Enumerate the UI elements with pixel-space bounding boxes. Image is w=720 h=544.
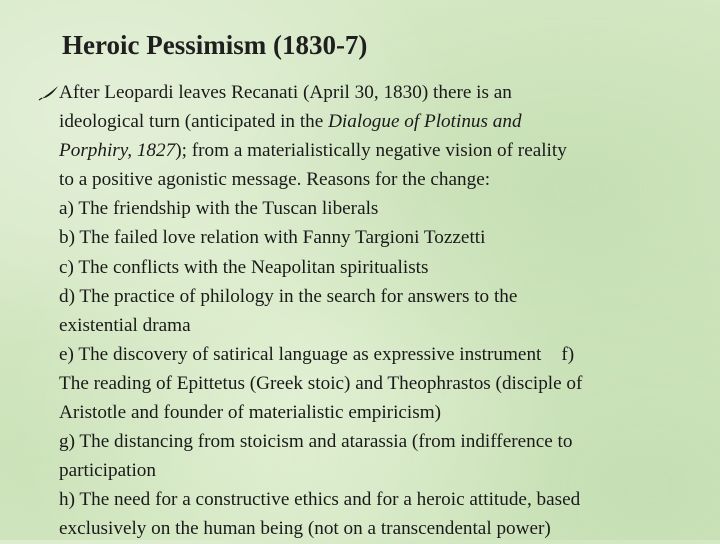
- reason-item: a) The friendship with the Tuscan liberals: [59, 198, 379, 220]
- text-segment: ideological turn (anticipated in the: [59, 111, 329, 133]
- text-line: to a positive agonistic message. Reasons for the change:: [59, 169, 491, 191]
- reason-item-continued: exclusively on the human being (not on a transcendental power): [59, 518, 551, 540]
- reason-item: [59, 340, 719, 369]
- text-segment: f): [561, 343, 575, 365]
- text-line: [59, 136, 719, 165]
- bullet-paragraph: [59, 78, 719, 544]
- text-line: [59, 107, 719, 136]
- reason-item-continued: existential drama: [59, 314, 191, 336]
- work-title-italic: Porphiry, 1827: [59, 140, 176, 162]
- text-segment: ); from a materialistically negative vision of reality: [175, 140, 567, 162]
- slide-title: Heroic Pessimism (1830-7): [62, 30, 368, 60]
- reason-item-continued: The reading of Epittetus (Greek stoic) and Theophrastos (disciple of: [59, 372, 583, 394]
- reason-item-continued: participation: [59, 460, 156, 482]
- reason-item: d) The practice of philology in the search for answers to the: [59, 285, 518, 307]
- reason-item: b) The failed love relation with Fanny Targioni Tozzetti: [59, 227, 486, 249]
- text-segment: e) The discovery of satirical language as expressive instrument: [59, 343, 542, 365]
- reason-item: c) The conflicts with the Neapolitan spiritualists: [59, 256, 429, 278]
- quill-pen-icon: [38, 85, 60, 101]
- reason-item: g) The distancing from stoicism and atarassia (from indifference to: [59, 431, 573, 453]
- reason-item: h) The need for a constructive ethics and for a heroic attitude, based: [59, 489, 581, 511]
- text-line: After Leopardi leaves Recanati (April 30, 1830) there is an: [59, 82, 512, 103]
- work-title-italic: Dialogue of Plotinus and: [328, 111, 522, 133]
- reason-item-continued: Aristotle and founder of materialistic empiricism): [59, 402, 442, 424]
